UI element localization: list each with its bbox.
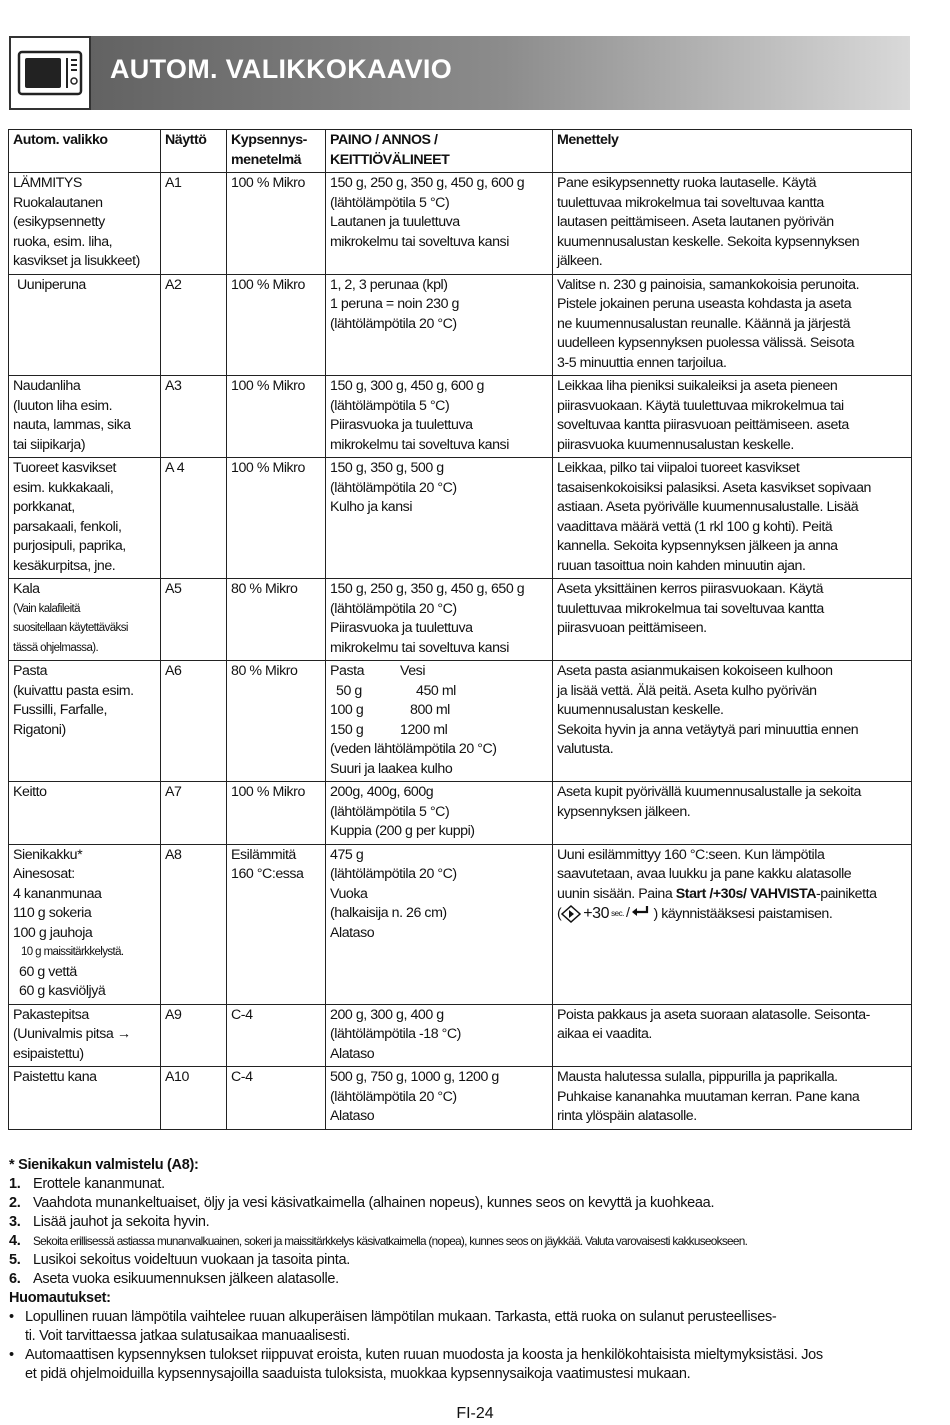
text-line: 100 % Mikro [231, 460, 305, 476]
text-line: Keitto [13, 784, 47, 800]
text-line: 80 % Mikro [231, 581, 298, 597]
step-number: 6. [9, 1271, 21, 1287]
water-amount: 800 ml [410, 702, 450, 718]
text-line: (lähtölämpötila 20 °C) [330, 315, 457, 332]
text-line: (veden lähtölämpötila 20 °C) [330, 741, 497, 757]
text-line: Fussilli, Farfalle, [13, 702, 107, 718]
cell-weight [326, 844, 553, 1004]
text-line: Ruokalautanen [13, 194, 103, 211]
cell-menu [9, 661, 161, 782]
text-line: Leikkaa, pilko tai viipaloi tuoreet kasvikset [557, 460, 800, 476]
text-line: tasaisenkokoisiksi palasiksi. Aseta kasvikset sopivaan [557, 479, 871, 496]
table-row [9, 274, 912, 376]
text-line: 10 g maissitärkkelystä. [21, 946, 124, 958]
text-line: ja lisää vettä. Älä peitä. Aseta kulho pyörivän [557, 682, 817, 699]
table-row [9, 844, 912, 1004]
sec-label: sec. [611, 909, 624, 918]
text-line: Esilämmitä [231, 846, 296, 863]
text-line: 160 °C:essa [231, 866, 304, 882]
pasta-amount: 150 g [330, 721, 364, 738]
sponge-step [9, 1251, 914, 1270]
text-line: Alataso [330, 1045, 375, 1062]
text-line: porkkanat, [13, 499, 75, 515]
water-amount: 450 ml [416, 682, 456, 699]
text-line: valutusta. [557, 741, 614, 757]
text-line: 200 g, 300 g, 400 g [330, 1006, 444, 1023]
text-line: 475 g [330, 846, 364, 863]
text-line: Naudanliha [13, 378, 81, 394]
text-line: (halkaisija n. 26 cm) [330, 905, 447, 921]
text-line: 150 g, 300 g, 450 g, 600 g [330, 378, 484, 394]
cell-procedure [553, 458, 912, 579]
text-line: kasvikset ja lisukkeet) [13, 253, 140, 269]
button-name: Start /+30s/ VAHVISTA [675, 885, 817, 902]
cell-method [227, 274, 326, 376]
cell-weight [326, 1004, 553, 1067]
pasta-col-label: Pasta [330, 663, 365, 679]
pasta-header [330, 662, 548, 682]
text-line: aikaa ei vaadita. [557, 1026, 652, 1042]
text-line: et pidä ohjelmoiduilla kypsennysajoilla saaduista tuloksista, muokkaa kypsennysaikoja vaatimustesi mukaan. [25, 1366, 691, 1382]
text-line: uudelleen kypsennyksen puolessa välissä. Seisota [557, 335, 855, 351]
text-line: jälkeen. [557, 253, 603, 269]
bullet: • [9, 1347, 14, 1363]
text-line: kypsennyksen jälkeen. [557, 803, 691, 820]
text-line: tässä ohjelmassa). [13, 641, 99, 654]
text-line: C-4 [231, 1006, 253, 1023]
cell-method [227, 782, 326, 845]
step-text: Aseta vuoka esikuumennuksen jälkeen alatasolle. [33, 1271, 339, 1287]
step-number: 2. [9, 1195, 21, 1211]
text-line: Lautanen ja tuulettuva [330, 214, 460, 230]
text-line: ti. Voit tarvittaessa jatkaa sulatusaikaa manuaalisesti. [25, 1328, 350, 1344]
cell-display: A7 [161, 782, 227, 845]
text-line: Sienikakku* [13, 846, 83, 863]
cell-weight [326, 274, 553, 376]
cell-procedure [553, 579, 912, 661]
text-line: lautasen peittämiseen. Aseta lautanen pyörivän [557, 214, 834, 230]
cell-procedure [553, 376, 912, 458]
text-line: 150 g, 250 g, 350 g, 450 g, 600 g [330, 175, 525, 191]
text-line: mikrokelmu tai soveltuva kansi [330, 233, 509, 250]
microwave-icon [9, 36, 91, 110]
text-line: Paistettu kana [13, 1069, 97, 1085]
step-number: 5. [9, 1252, 21, 1268]
text-line: piirasvuokaan. Käytä tuulettuvaa mikrokelmua tai [557, 397, 844, 414]
text-line: LÄMMITYS [13, 175, 82, 191]
header-display: Näyttö [161, 130, 227, 173]
step-number: 4. [9, 1233, 21, 1249]
text-line: 500 g, 750 g, 1000 g, 1200 g [330, 1069, 499, 1085]
section-header [9, 36, 910, 110]
text-line: Alataso [330, 1108, 375, 1124]
start-diamond-icon [561, 905, 581, 923]
water-col-label: Vesi [400, 663, 426, 679]
notes-section [9, 1156, 914, 1384]
text-fragment: -painiketta [816, 885, 877, 902]
text-line: rinta ylöspäin alatasolle. [557, 1108, 697, 1124]
text-line: 150 g, 250 g, 350 g, 450 g, 650 g [330, 581, 525, 597]
text-line: (lähtölämpötila -18 °C) [330, 1026, 461, 1042]
text-line: 1 peruna = noin 230 g [330, 296, 459, 312]
cell-display: A10 [161, 1067, 227, 1130]
sponge-step [9, 1213, 914, 1232]
cell-menu [9, 458, 161, 579]
cell-procedure [553, 844, 912, 1004]
text-line: mikrokelmu tai soveltuva kansi [330, 436, 509, 453]
header-menu: Autom. valikko [9, 130, 161, 173]
text-line: Alataso [330, 924, 375, 941]
text-line: Leikkaa liha pieniksi suikaleiksi ja aseta pieneen [557, 378, 838, 394]
text-line: 110 g sokeria [13, 905, 92, 921]
text-line: C-4 [231, 1069, 253, 1085]
cell-method [227, 173, 326, 275]
text-line: kuumennusalustan keskelle. Sekoita kypsennyksen [557, 233, 860, 250]
text-line: piirasvuoka kuumennusalustan keskelle. [557, 436, 794, 453]
step-number: 3. [9, 1214, 21, 1230]
text-line: Aseta yksittäinen kerros piirasvuokaan. Käytä [557, 581, 824, 597]
cell-display: A5 [161, 579, 227, 661]
text-line [557, 885, 907, 905]
pasta-amount-row [330, 721, 548, 741]
remarks-list [9, 1308, 914, 1384]
text-line: 150 g, 350 g, 500 g [330, 460, 444, 476]
cell-menu [9, 1067, 161, 1130]
text-fragment: uunin sisään. Paina [557, 885, 676, 902]
text-line: 100 % Mikro [231, 378, 305, 394]
cell-procedure [553, 274, 912, 376]
step-text: Lisää jauhot ja sekoita hyvin. [33, 1214, 210, 1230]
text-line: Kulho ja kansi [330, 499, 413, 515]
cell-weight [326, 173, 553, 275]
remark-text [25, 1346, 823, 1384]
text-line: Piirasvuoka ja tuulettuva [330, 417, 473, 433]
remark-item [9, 1308, 914, 1346]
text-line: ruoka, esim. liha, [13, 233, 113, 250]
slash: / [625, 905, 630, 921]
cell-menu [9, 274, 161, 376]
table-row [9, 579, 912, 661]
table-row [9, 458, 912, 579]
text-line: Mausta halutessa sulalla, pippurilla ja paprikalla. [557, 1069, 838, 1085]
sponge-title: * Sienikakun valmistelu (A8): [9, 1157, 199, 1173]
text-line: Pakastepitsa [13, 1006, 89, 1023]
text-line: Suuri ja laakea kulho [330, 760, 453, 777]
text-line: Ainesosat: [13, 866, 75, 882]
text-line: Poista pakkaus ja aseta suoraan alatasolle. Seisonta- [557, 1006, 870, 1023]
text-line [557, 904, 907, 924]
text-line: suositellaan käytettäväksi [13, 622, 128, 634]
sponge-step [9, 1270, 914, 1289]
text-line: 100 % Mikro [231, 175, 305, 191]
text-line: kesäkurpitsa, jne. [13, 557, 116, 574]
water-amount: 1200 ml [400, 721, 448, 738]
cell-display: A9 [161, 1004, 227, 1067]
cell-procedure [553, 173, 912, 275]
table-row [9, 1067, 912, 1130]
cell-method [227, 661, 326, 782]
cell-menu [9, 376, 161, 458]
cell-procedure [553, 1004, 912, 1067]
text-line: Kala [13, 581, 40, 597]
text-line: Kuppia (200 g per kuppi) [330, 823, 475, 839]
cell-procedure [553, 661, 912, 782]
cell-method [227, 376, 326, 458]
text-line: Pane esikypsennetty ruoka lautaselle. Käytä [557, 175, 817, 191]
text-line: 200g, 400g, 600g [330, 784, 434, 800]
cell-method [227, 458, 326, 579]
cell-weight [326, 782, 553, 845]
cell-weight [326, 661, 553, 782]
pasta-amount-row [330, 701, 548, 721]
step-text: Erottele kananmunat. [33, 1176, 165, 1192]
step-text: Sekoita erillisessä astiassa munanvalkuainen, sokeri ja maissitärkkelys käsivatkaimella (nopea), kunnes seos on jäykkää. Valuta varovaisesti kakkuseokseen. [33, 1234, 748, 1248]
text-line: (lähtölämpötila 20 °C) [330, 479, 457, 496]
cell-display: A3 [161, 376, 227, 458]
auto-menu-table [8, 129, 912, 1130]
enter-icon [631, 904, 649, 924]
cell-method [227, 844, 326, 1004]
text-line: esim. kukkakaali, [13, 479, 114, 496]
cell-method [227, 1004, 326, 1067]
text-line: Tuoreet kasvikset [13, 460, 117, 476]
text-line: Vuoka [330, 885, 368, 902]
text-line: 3-5 minuuttia ennen tarjoilua. [557, 354, 727, 371]
table-row [9, 661, 912, 782]
text-line: purjosipuli, paprika, [13, 538, 126, 554]
text-line: 60 g kasviöljyä [19, 983, 106, 999]
step-number: 1. [9, 1176, 21, 1192]
cell-display: A8 [161, 844, 227, 1004]
header-method: Kypsennys- menetelmä [227, 130, 326, 173]
cell-menu [9, 173, 161, 275]
text-line: 1, 2, 3 perunaa (kpl) [330, 276, 448, 293]
sponge-step [9, 1175, 914, 1194]
text-line: vaadittava määrä vettä (1 rkl 100 g kohti). Peitä [557, 518, 833, 535]
header-procedure: Menettely [553, 130, 912, 173]
text-line: (esikypsennetty [13, 214, 105, 230]
text-line: Sekoita hyvin ja anna vetäytyä pari minuuttia ennen [557, 721, 859, 738]
text-line: 100 % Mikro [231, 276, 305, 293]
text-fragment: ( [557, 905, 562, 922]
text-line: (lähtölämpötila 5 °C) [330, 194, 450, 211]
cell-display: A6 [161, 661, 227, 782]
text-line: tuulettuvaa mikrokelmua tai soveltuvaa kantta [557, 194, 824, 211]
text-line: tuulettuvaa mikrokelmua tai soveltuvaa kantta [557, 600, 824, 617]
plus-30-label: +30 [583, 905, 610, 922]
text-line: 100 g jauhoja [13, 924, 93, 941]
table-row [9, 1004, 912, 1067]
cell-weight [326, 458, 553, 579]
cell-weight [326, 376, 553, 458]
text-line: Rigatoni) [13, 721, 66, 738]
text-line: 60 g vettä [19, 963, 77, 980]
text-line: piirasvuoan peittämiseen. [557, 620, 707, 636]
bullet: • [9, 1309, 14, 1325]
text-line: mikrokelmu tai soveltuva kansi [330, 639, 509, 656]
cell-menu [9, 579, 161, 661]
table-row [9, 376, 912, 458]
remarks-title: Huomautukset: [9, 1290, 111, 1306]
page-number: FI-24 [456, 1405, 494, 1422]
text-line: (kuivattu pasta esim. [13, 682, 134, 699]
cell-display: A 4 [161, 458, 227, 579]
text-line: Uuni esilämmittyy 160 °C:seen. Kun lämpötila [557, 846, 825, 863]
text-line: Aseta pasta asianmukaisen kokoiseen kulhoon [557, 663, 833, 679]
text-line: kannella. Sekoita kypsennyksen jälkeen ja anna [557, 538, 838, 554]
cell-display: A2 [161, 274, 227, 376]
cell-menu [9, 844, 161, 1004]
cell-menu [9, 782, 161, 845]
text-line: Valitse n. 230 g painoisia, samankokoisia perunoita. [557, 276, 860, 293]
text-line: (lähtölämpötila 5 °C) [330, 803, 450, 820]
text-line: Pistele jokainen peruna useasta kohdasta ja aseta [557, 296, 852, 312]
pasta-amount-row [330, 682, 548, 702]
start-button-icons [561, 904, 649, 924]
text-line: kuumennusalustan keskelle. [557, 702, 724, 718]
page-title: AUTOM. VALIKKOKAAVIO [110, 54, 452, 84]
text-line: astiaan. Aseta pyörivälle kuumennusalustalle. Lisää [557, 499, 859, 515]
table-header-row [9, 130, 912, 173]
text-line: soveltuvaa kantta piirasvuoan peittämiseen. aseta [557, 417, 849, 433]
text-line: saavutetaan, avaa luukku ja pane kakku alatasolle [557, 866, 852, 882]
text-line: Automaattisen kypsennyksen tulokset riippuvat eroista, kuten ruuan muodosta ja koosta ja henkilökohtaisista mieltymyksistäsi. Jos [25, 1347, 823, 1363]
pasta-amount: 100 g [330, 702, 364, 718]
text-line: (Uunivalmis pitsa → [13, 1026, 131, 1042]
step-text: Vaahdota munankeltuaiset, öljy ja vesi käsivatkaimella (alhainen nopeus), kunnes seos on kevyttä ja kuohkeaa. [33, 1195, 715, 1211]
table-row [9, 173, 912, 275]
sponge-step [9, 1232, 914, 1251]
cell-procedure [553, 782, 912, 845]
cell-display: A1 [161, 173, 227, 275]
text-line: (lähtölämpötila 20 °C) [330, 1088, 457, 1105]
remark-text [25, 1308, 776, 1346]
text-line: (Vain kalafileitä [13, 602, 80, 615]
cell-weight [326, 1067, 553, 1130]
text-line: (luuton liha esim. [13, 397, 113, 414]
text-line: parsakaali, fenkoli, [13, 518, 122, 535]
text-line: 4 kananmunaa [13, 885, 102, 902]
text-line: Aseta kupit pyörivällä kuumennusalustalle ja sekoita [557, 784, 861, 800]
cell-weight [326, 579, 553, 661]
text-line: 80 % Mikro [231, 663, 298, 679]
text-line: (lähtölämpötila 5 °C) [330, 397, 450, 414]
table-row [9, 782, 912, 845]
text-line: esipaistettu) [13, 1045, 84, 1062]
text-line: ne kuumennusalustan reunalle. Käännä ja järjestä [557, 315, 851, 332]
cell-method [227, 579, 326, 661]
text-line: Puhkaise kananahka muutaman kerran. Pane kana [557, 1088, 860, 1105]
text-line: (lähtölämpötila 20 °C) [330, 866, 457, 882]
remark-item [9, 1346, 914, 1384]
text-line: 100 % Mikro [231, 784, 305, 800]
sponge-steps [9, 1175, 914, 1289]
cell-method [227, 1067, 326, 1130]
text-line: tai siipikarja) [13, 436, 86, 453]
step-text: Lusikoi sekoitus voideltuun vuokaan ja tasoita pinta. [33, 1252, 351, 1268]
text-line: Pasta [13, 663, 48, 679]
cell-menu [9, 1004, 161, 1067]
text-line: (lähtölämpötila 20 °C) [330, 600, 457, 617]
text-line: nauta, lammas, sika [13, 417, 131, 433]
pasta-amount: 50 g [336, 682, 362, 699]
text-line: Piirasvuoka ja tuulettuva [330, 620, 473, 636]
header-weight: PAINO / ANNOS / KEITTIÖVÄLINEET [326, 130, 553, 173]
text-line: Lopullinen ruuan lämpötila vaihtelee ruuan alkuperäisen lämpötilan mukaan. Tarkasta, että ruoka on sulanut perusteellises- [25, 1309, 777, 1325]
cell-procedure [553, 1067, 912, 1130]
text-line: Uuniperuna [17, 276, 86, 293]
text-fragment: ) käynnistääksesi paistamisen. [653, 905, 833, 922]
text-line: ruuan tasoittua noin kahden minuutin ajan. [557, 557, 806, 574]
sponge-step [9, 1194, 914, 1213]
